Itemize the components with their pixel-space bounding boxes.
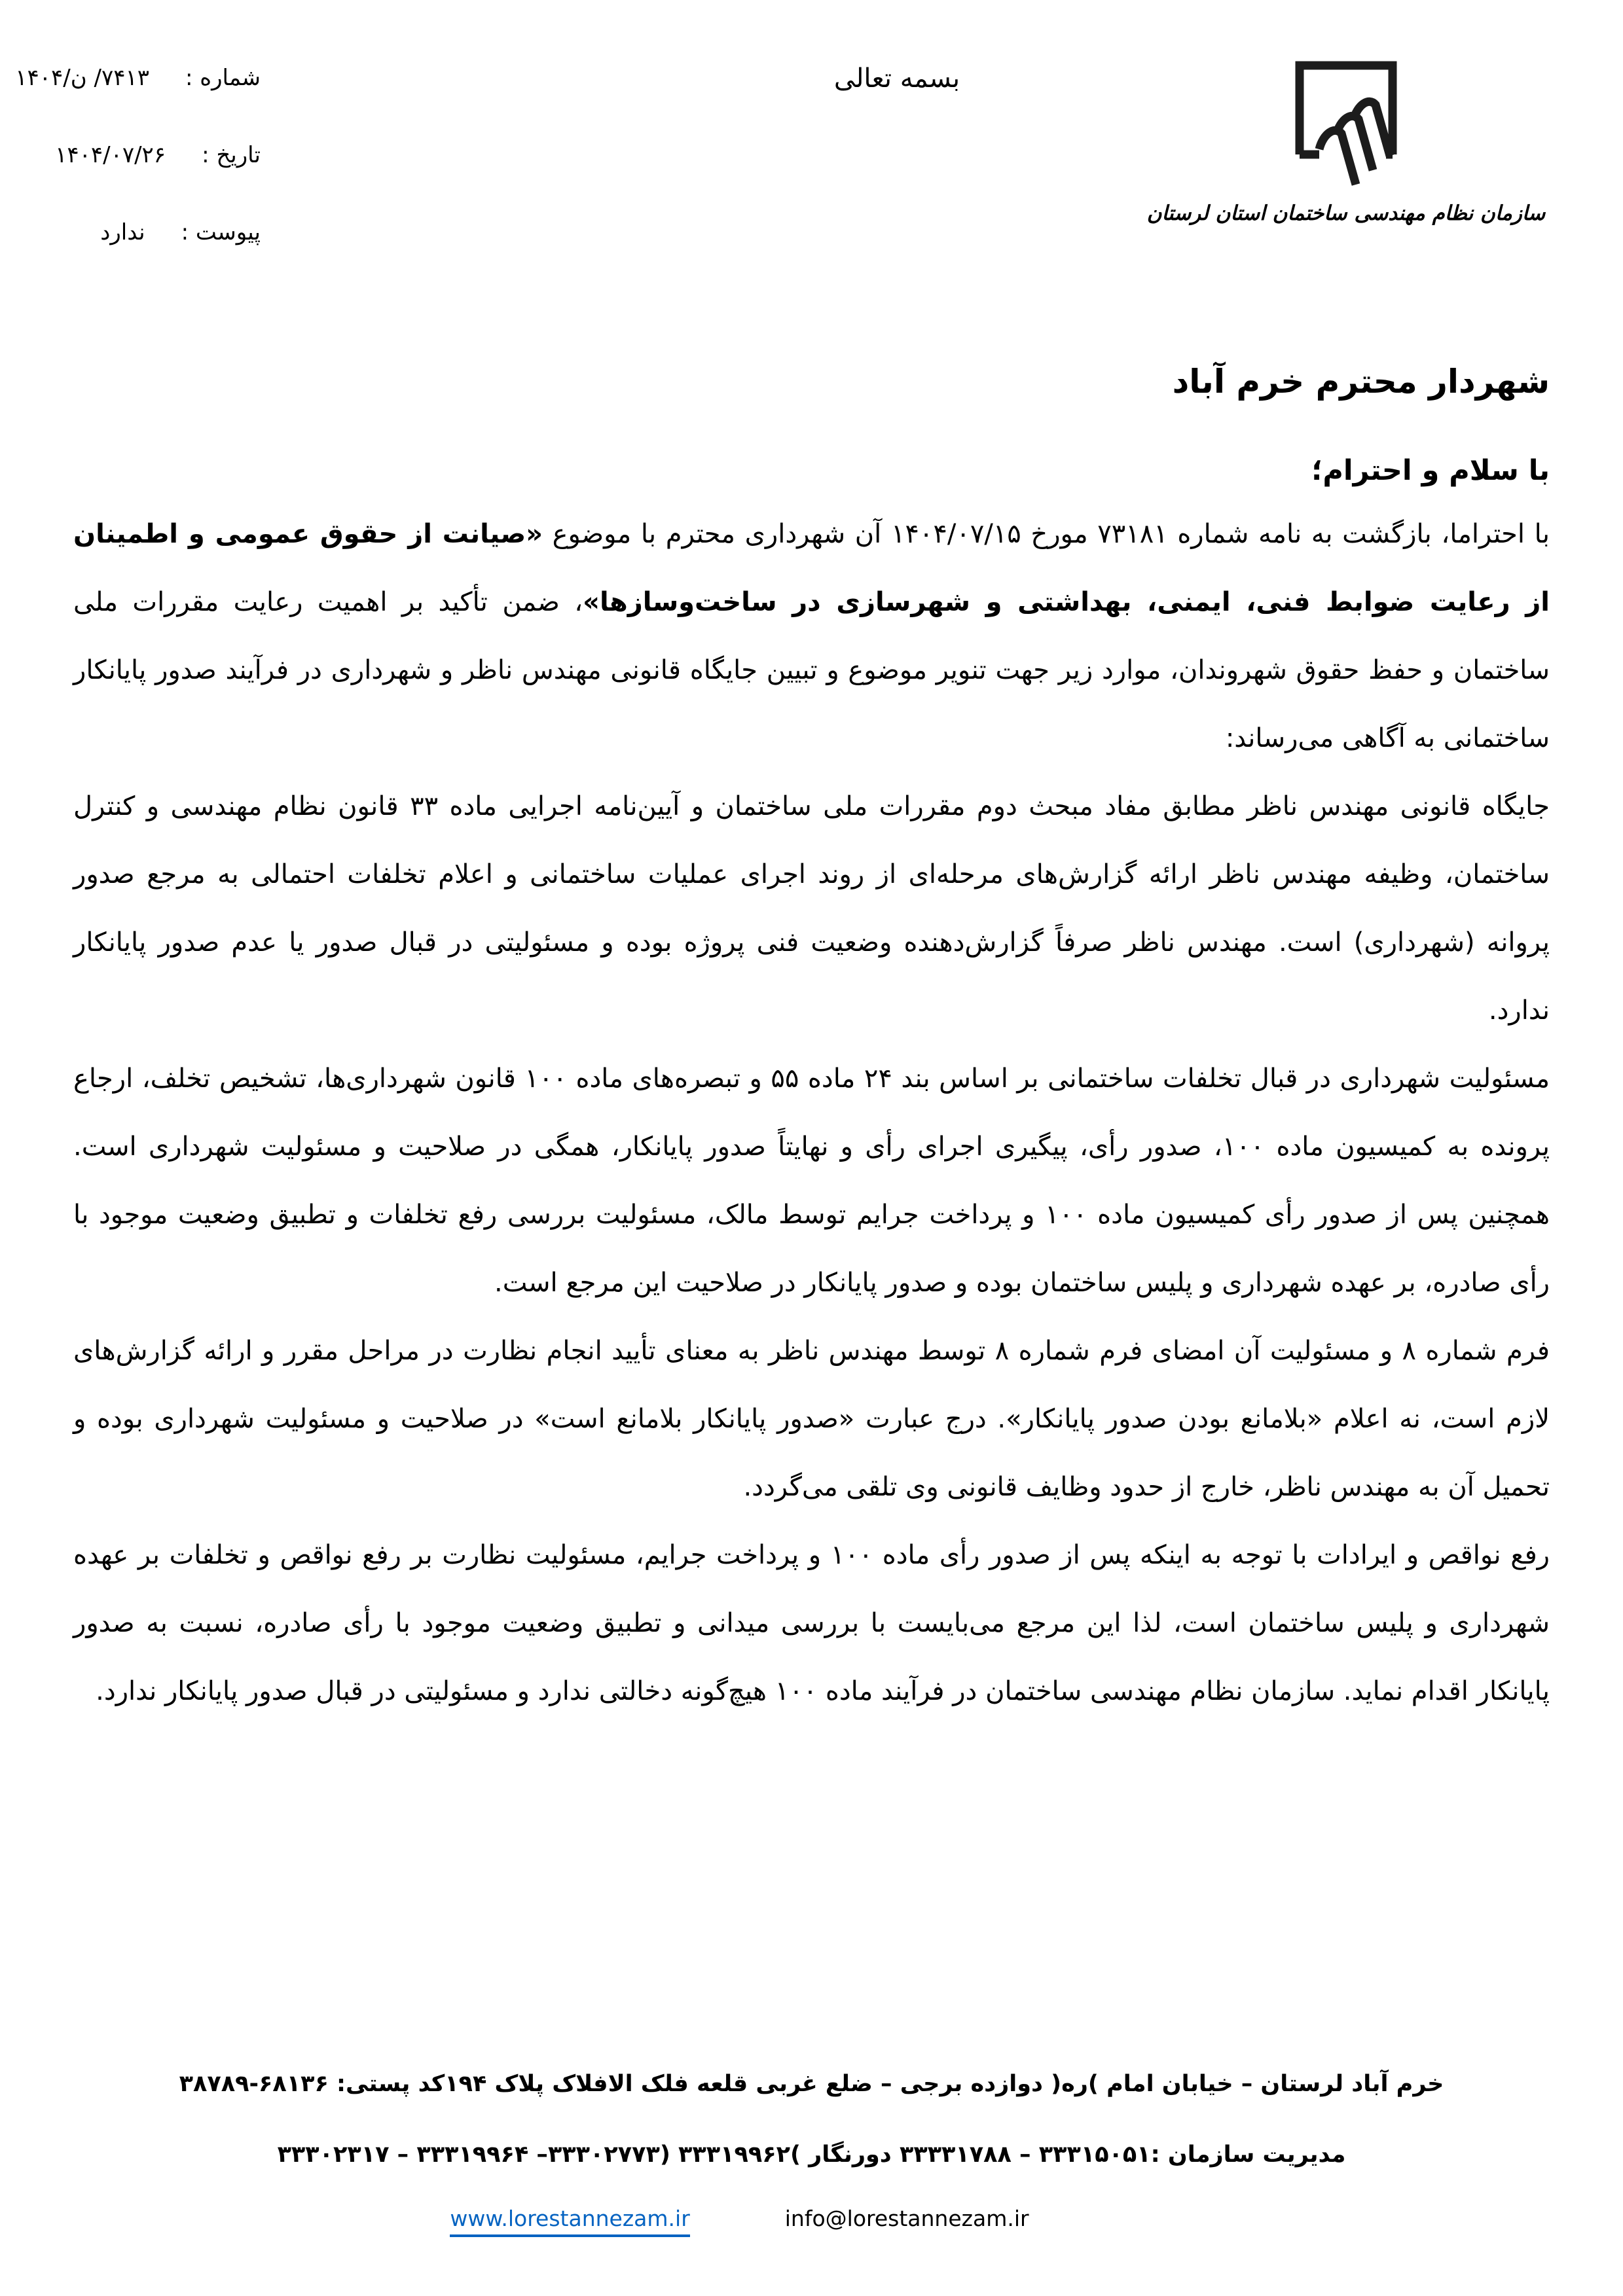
paragraph-run: جایگاه قانونی مهندس ناظر مطابق مفاد مبحث دوم مقررات ملی ساختمان و آیین‌نامه اجرایی ماده ۳۳ قانون نظام مهندسی و کنترل ساختمان، وظیفه مهندس ناظر ارائه گزارش‌های مرحله‌ای از روند اجرای عملیات ساختمانی و اعلام تخلفات احتمالی به مرجع صدور پروانه (شهرداری) است. مهندس ناظر صرفاً گزارش‌دهنده وضعیت فنی پروژه بوده و مسئولیتی در قبال صدور یا عدم صدور پایانکار ندارد.	[73, 791, 1550, 1026]
attachment-label: پیوست :	[181, 219, 261, 245]
paragraph-run: مسئولیت شهرداری در قبال تخلفات ساختمانی بر اساس بند ۲۴ ماده ۵۵ و تبصره‌های ماده ۱۰۰ قانون شهرداری‌ها، تشخیص تخلف، ارجاع پرونده به کمیسیون ماده ۱۰۰، صدور رأی، پیگیری اجرای رأی و نهایتاً صدور پایانکار، همگی در صلاحیت و مسئولیت شهرداری است. همچنین پس از صدور رأی کمیسیون ماده ۱۰۰ و پرداخت جرایم توسط مالک، مسئولیت بررسی رفع تخلفات و تطبیق وضعیت موجود با رأی صادره، بر عهده شهرداری و پلیس ساختمان بوده و صدور پایانکار در صلاحیت این مرجع است.	[73, 1064, 1550, 1298]
letter-paragraph	[73, 772, 1550, 1045]
letter-paragraph	[73, 500, 1550, 772]
subject-emphasis: «صیانت از حقوق عمومی و اطمینان از رعایت ضوابط فنی، ایمنی، بهداشتی و شهرسازی در ساخت‌وسازها»	[73, 519, 1550, 617]
email-address: info@lorestannezam.ir	[784, 2206, 1029, 2231]
letter-body	[73, 500, 1550, 1725]
letter-paragraph	[73, 1521, 1550, 1725]
footer-links	[0, 2204, 1551, 2237]
besmellah-text: بسمه تعالی	[833, 63, 960, 94]
paragraph-run: رفع نواقص و ایرادات با توجه به اینکه پس از صدور رأی ماده ۱۰۰ و پرداخت جرایم، مسئولیت نظارت بر رفع نواقص و تخلفات بر عهده شهرداری و پلیس ساختمان است، لذا این مرجع می‌بایست با بررسی میدانی و تطبیق وضعیت موجود با رأی صادره، نسبت به صدور پایانکار اقدام نماید. سازمان نظام مهندسی ساختمان در فرآیند ماده ۱۰۰ هیچ‌گونه دخالتی ندارد و مسئولیتی در قبال صدور پایانکار ندارد.	[73, 1540, 1550, 1706]
meta-row-date	[55, 139, 261, 171]
footer-address: خرم آباد لرستان – خیابان امام )ره( دوازده برجی – ضلع غربی قلعه فلک الافلاک پلاک ۱۹۴کد پستی: ۶۸۱۳۶-۳۸۷۸۹	[179, 2071, 1444, 2097]
paragraph-run: ، ضمن تأکید بر اهمیت رعایت مقررات ملی ساختمان و حفظ حقوق شهروندان، موارد زیر جهت تنویر موضوع و تبیین جایگاه قانونی مهندس ناظر و شهرداری در فرآیند صدور پایانکار ساختمانی به آگاهی می‌رساند:	[73, 587, 1550, 753]
date-value: ۱۴۰۴/۰۷/۲۶	[55, 142, 166, 168]
organization-brand	[1120, 56, 1572, 225]
organization-name: سازمان نظام مهندسی ساختمان استان لرستان	[1146, 202, 1546, 225]
paragraph-run: فرم شماره ۸ و مسئولیت آن امضای فرم شماره ۸ توسط مهندس ناظر به معنای تأیید انجام نظارت در مراحل مقرر و ارائه گزارش‌های لازم است، نه اعلام «بلامانع بودن صدور پایانکار». درج عبارت «صدور پایانکار بلامانع است» در صلاحیت و مسئولیت شهرداری بوده و تحمیل آن به مهندس ناظر، خارج از حدود وظایف قانونی وی تلقی می‌گردد.	[73, 1336, 1550, 1502]
letter-paragraph	[73, 1045, 1550, 1317]
salutation: با سلام و احترام؛	[1311, 454, 1550, 487]
recipient-title: شهردار محترم خرم آباد	[1172, 363, 1550, 401]
letter-paragraph	[73, 1317, 1550, 1521]
number-value: ۷۴۱۳/ ن/۱۴۰۴	[15, 65, 149, 91]
letter-main	[73, 359, 1550, 1725]
website-link[interactable]: www.lorestannezam.ir	[450, 2204, 689, 2237]
meta-row-attachment	[58, 217, 261, 248]
paragraph-run: با احتراما، بازگشت به نامه شماره ۷۳۱۸۱ مورخ ۱۴۰۴/۰۷/۱۵ آن شهرداری محترم با موضوع	[542, 519, 1550, 549]
letter-meta	[15, 62, 261, 294]
organization-logo-icon	[1290, 56, 1402, 187]
date-label: تاریخ :	[202, 142, 261, 168]
footer-phones: مدیریت سازمان :۳۳۳۱۵۰۵۱ – ۳۳۳۳۱۷۸۸ دورنگار )۳۳۳۱۹۹۶۲ (۳۳۳۰۲۷۷۳– ۳۳۳۱۹۹۶۴ – ۳۳۳۰۲۳۱۷	[277, 2142, 1346, 2168]
attachment-value: ندارد	[100, 219, 145, 245]
number-label: شماره :	[185, 65, 261, 91]
meta-row-number	[15, 62, 261, 94]
letter-footer	[0, 2068, 1623, 2237]
